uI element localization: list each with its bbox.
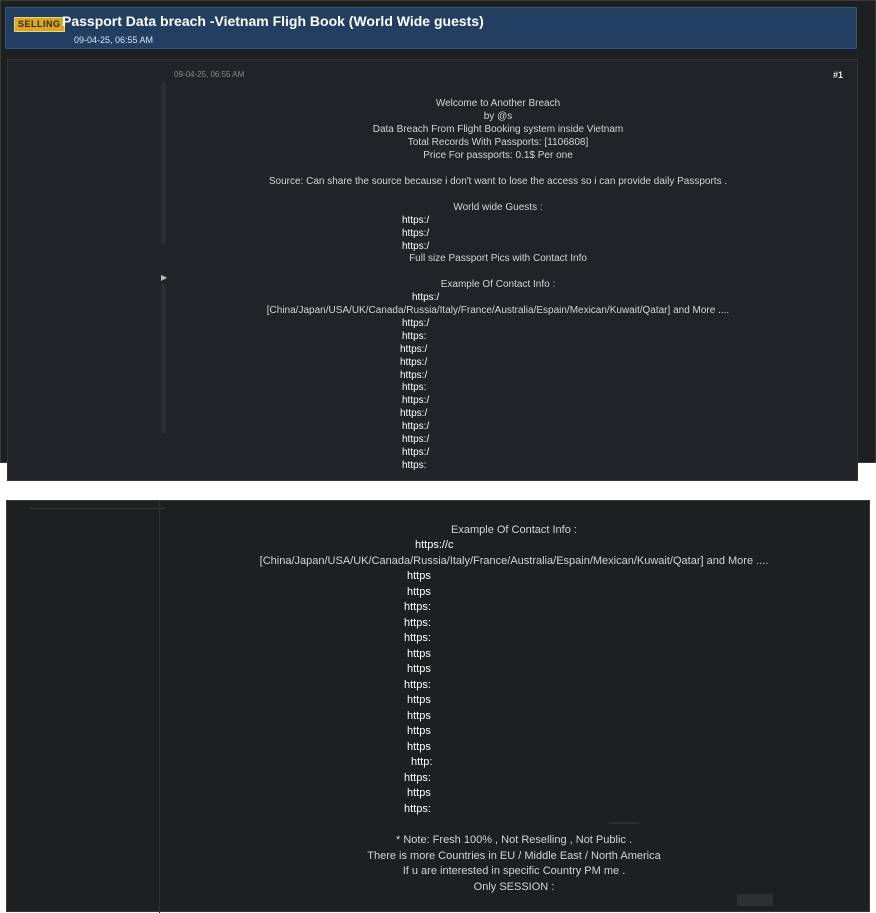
forum-thread-screenshot-bottom (6, 500, 870, 912)
guest-link[interactable]: https:/ (402, 228, 430, 239)
sample-link[interactable]: https: (404, 617, 431, 629)
post-panel (7, 59, 858, 481)
note-line: * Note: Fresh 100% , Not Reselling , Not Public . (396, 834, 632, 846)
divider (609, 822, 639, 824)
intro-line: Total Records With Passports: [1106808] (407, 137, 589, 148)
intro-line: by @s (483, 111, 513, 122)
note-line: If u are interested in specific Country PM me . (402, 865, 626, 877)
sample-link[interactable]: http: (411, 756, 433, 768)
sample-link[interactable]: https: (402, 382, 427, 393)
intro-line: Data Breach From Flight Booking system inside Vietnam (372, 124, 624, 135)
sample-link[interactable]: https (407, 725, 431, 737)
sample-link[interactable]: https:/ (402, 421, 430, 432)
sample-link[interactable]: https (407, 648, 431, 660)
guests-heading: World wide Guests : (453, 202, 543, 213)
sample-link[interactable]: https: (402, 460, 427, 471)
countries-line: [China/Japan/USA/UK/Canada/Russia/Italy/France/Australia/Espain/Mexican/Kuwait/Qatar] and More .... (266, 305, 730, 316)
intro-line: Welcome to Another Breach (435, 98, 561, 109)
expand-arrow-icon[interactable]: ▶ (161, 273, 168, 282)
sample-link[interactable]: https (407, 570, 431, 582)
reaction-button[interactable] (737, 894, 773, 906)
sample-link[interactable]: https (407, 710, 431, 722)
author-column (16, 82, 166, 482)
sample-link[interactable]: https: (404, 772, 431, 784)
thread-date: 09-04-25, 06:55 AM (74, 35, 154, 45)
guest-link[interactable]: https:/ (402, 241, 430, 252)
sample-link[interactable]: https (407, 694, 431, 706)
sample-link[interactable]: https: (404, 601, 431, 613)
sample-link[interactable]: https:/ (400, 408, 428, 419)
contact-heading: Example Of Contact Info : (440, 279, 556, 290)
contact-heading: Example Of Contact Info : (451, 524, 577, 536)
countries-line: [China/Japan/USA/UK/Canada/Russia/Italy/France/Australia/Espain/Mexican/Kuwait/Qatar] and More .... (259, 555, 769, 567)
thread-header (5, 7, 857, 49)
guest-link[interactable]: https:/ (402, 215, 430, 226)
contact-link[interactable]: https:/ (412, 292, 440, 303)
contact-link[interactable]: https://c (415, 539, 454, 551)
sample-link[interactable]: https: (404, 679, 431, 691)
pics-line: Full size Passport Pics with Contact Info (409, 253, 587, 264)
post-date: 09-04-25, 06:55 AM (174, 70, 245, 79)
sample-link[interactable]: https (407, 663, 431, 675)
sample-link[interactable]: https (407, 787, 431, 799)
source-line: Source: Can share the source because i don't want to lose the access so i can provide daily Passports . (268, 176, 728, 187)
sample-link[interactable]: https:/ (402, 434, 430, 445)
sample-link[interactable]: https:/ (400, 370, 428, 381)
sample-link[interactable]: https:/ (402, 447, 430, 458)
sample-link[interactable]: https: (402, 331, 427, 342)
sample-link[interactable]: https (407, 741, 431, 753)
note-line: There is more Countries in EU / Middle East / North America (367, 850, 661, 862)
sample-link[interactable]: https:/ (400, 344, 428, 355)
selling-badge[interactable]: SELLING (14, 17, 65, 32)
sample-link[interactable]: https (407, 586, 431, 598)
sample-link[interactable]: https:/ (400, 357, 428, 368)
divider (29, 508, 165, 509)
note-line: Only SESSION : (473, 881, 555, 893)
intro-line: Price For passports: 0.1$ Per one (423, 150, 573, 161)
thread-title[interactable]: Passport Data breach -Vietnam Fligh Book (World Wide guests) (62, 13, 484, 29)
sample-link[interactable]: https:/ (402, 395, 430, 406)
post-permalink[interactable]: #1 (832, 70, 843, 80)
sample-link[interactable]: https:/ (402, 318, 430, 329)
sample-link[interactable]: https: (404, 803, 431, 815)
sample-link[interactable]: https: (404, 632, 431, 644)
